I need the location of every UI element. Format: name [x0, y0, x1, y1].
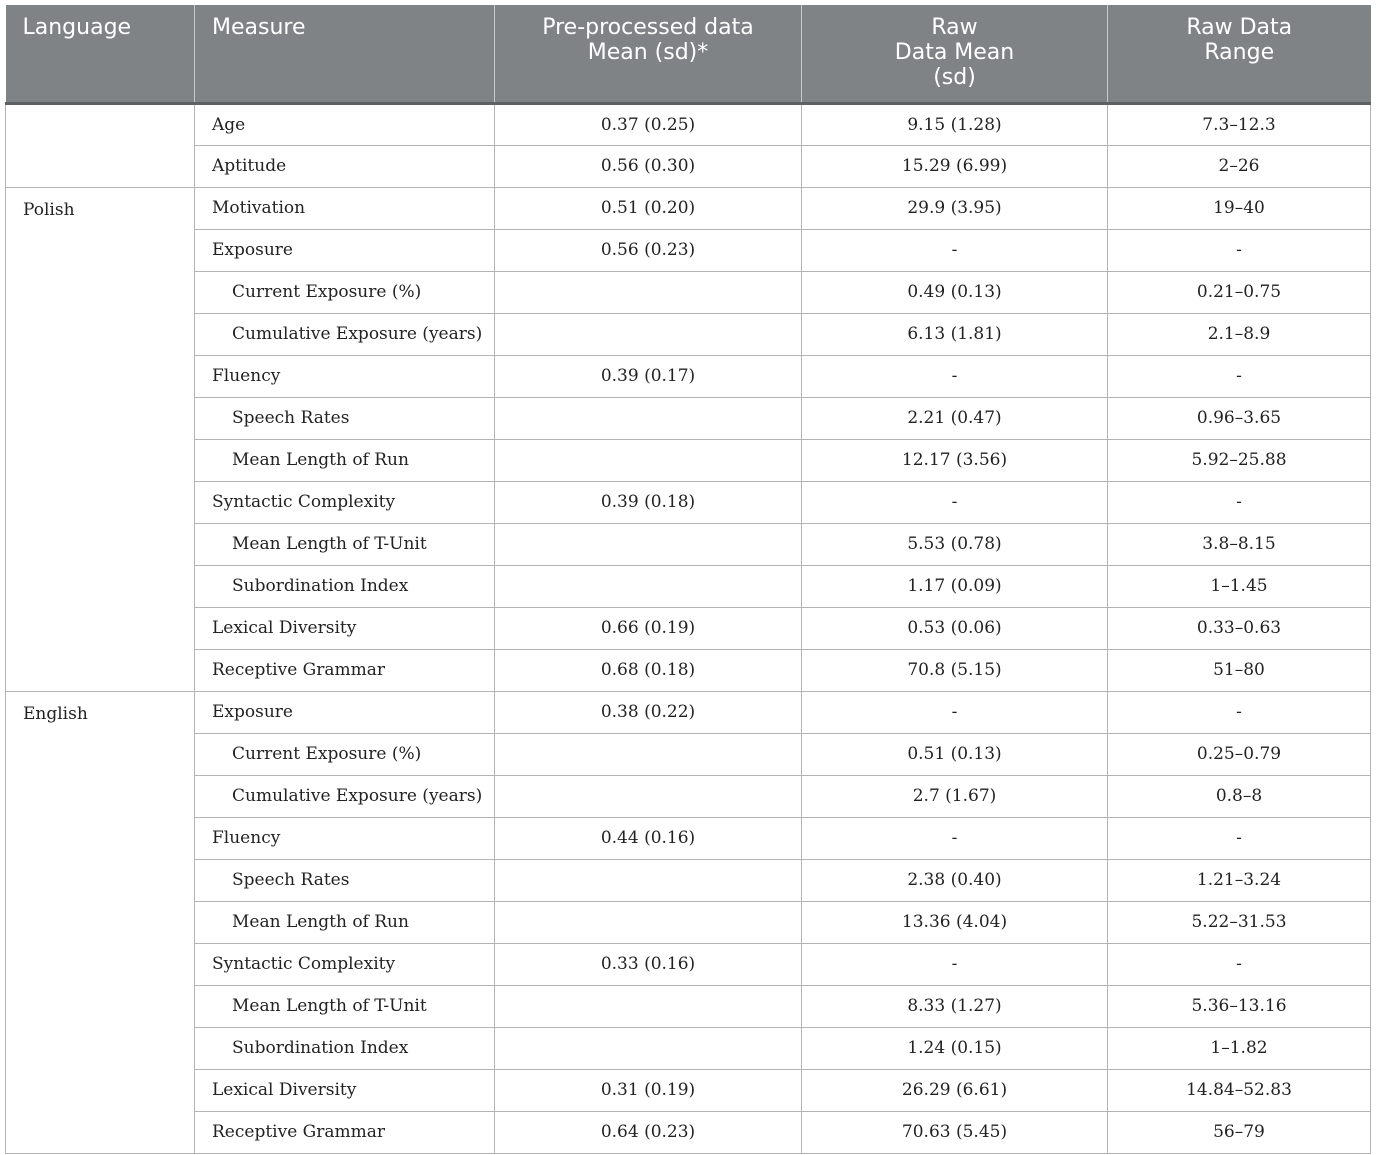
measure-cell: Mean Length of Run [195, 439, 495, 481]
measure-cell: Fluency [195, 817, 495, 859]
raw-range-cell: 5.36–13.16 [1108, 985, 1371, 1027]
raw-range-cell: - [1108, 943, 1371, 985]
header-measure: Measure [195, 5, 495, 103]
preprocessed-mean-cell: 0.39 (0.18) [495, 481, 802, 523]
raw-range-cell: 1–1.82 [1108, 1027, 1371, 1069]
preprocessed-mean-cell: 0.64 (0.23) [495, 1111, 802, 1153]
preprocessed-mean-cell [495, 1027, 802, 1069]
raw-range-cell: 5.92–25.88 [1108, 439, 1371, 481]
raw-mean-cell: 70.63 (5.45) [802, 1111, 1108, 1153]
table-row [6, 733, 1371, 775]
table-row [6, 313, 1371, 355]
language-cell: Polish [6, 187, 195, 691]
measure-cell: Exposure [195, 229, 495, 271]
table-row [6, 271, 1371, 313]
preprocessed-mean-cell: 0.68 (0.18) [495, 649, 802, 691]
raw-range-cell: - [1108, 229, 1371, 271]
table-row [6, 565, 1371, 607]
raw-mean-cell: - [802, 355, 1108, 397]
measure-cell: Syntactic Complexity [195, 943, 495, 985]
preprocessed-mean-cell [495, 775, 802, 817]
preprocessed-mean-cell: 0.66 (0.19) [495, 607, 802, 649]
table-row [6, 187, 1371, 229]
language-cell [6, 103, 195, 187]
raw-range-cell: 14.84–52.83 [1108, 1069, 1371, 1111]
table-row [6, 649, 1371, 691]
table-row [6, 145, 1371, 187]
preprocessed-mean-cell [495, 397, 802, 439]
measure-cell: Exposure [195, 691, 495, 733]
preprocessed-mean-cell [495, 271, 802, 313]
raw-range-cell: 19–40 [1108, 187, 1371, 229]
data-table [5, 5, 1371, 1154]
raw-mean-cell: 70.8 (5.15) [802, 649, 1108, 691]
measure-cell: Mean Length of Run [195, 901, 495, 943]
raw-range-cell: - [1108, 355, 1371, 397]
measure-cell: Cumulative Exposure (years) [195, 775, 495, 817]
measure-cell: Cumulative Exposure (years) [195, 313, 495, 355]
measure-cell: Current Exposure (%) [195, 271, 495, 313]
measure-cell: Mean Length of T-Unit [195, 523, 495, 565]
preprocessed-mean-cell: 0.33 (0.16) [495, 943, 802, 985]
table-row [6, 775, 1371, 817]
raw-range-cell: - [1108, 481, 1371, 523]
preprocessed-mean-cell [495, 439, 802, 481]
raw-mean-cell: 9.15 (1.28) [802, 103, 1108, 145]
raw-mean-cell: 0.53 (0.06) [802, 607, 1108, 649]
raw-mean-cell: 8.33 (1.27) [802, 985, 1108, 1027]
table-row [6, 1111, 1371, 1153]
measure-cell: Lexical Diversity [195, 607, 495, 649]
raw-mean-cell: 2.38 (0.40) [802, 859, 1108, 901]
table-row [6, 607, 1371, 649]
raw-mean-cell: - [802, 817, 1108, 859]
preprocessed-mean-cell: 0.56 (0.30) [495, 145, 802, 187]
table-row [6, 229, 1371, 271]
measure-cell: Fluency [195, 355, 495, 397]
header-language: Language [6, 5, 195, 103]
raw-mean-cell: 2.7 (1.67) [802, 775, 1108, 817]
raw-range-cell: 56–79 [1108, 1111, 1371, 1153]
raw-range-cell: 51–80 [1108, 649, 1371, 691]
measure-cell: Motivation [195, 187, 495, 229]
preprocessed-mean-cell: 0.39 (0.17) [495, 355, 802, 397]
raw-mean-cell: 13.36 (4.04) [802, 901, 1108, 943]
measure-cell: Subordination Index [195, 565, 495, 607]
raw-range-cell: - [1108, 817, 1371, 859]
measure-cell: Receptive Grammar [195, 649, 495, 691]
header-raw-range: Raw Data Range [1108, 5, 1371, 103]
header-preprocessed-mean: Pre-processed data Mean (sd)* [495, 5, 802, 103]
table-row [6, 1069, 1371, 1111]
raw-mean-cell: 26.29 (6.61) [802, 1069, 1108, 1111]
raw-mean-cell: 5.53 (0.78) [802, 523, 1108, 565]
table-row [6, 817, 1371, 859]
table-row [6, 943, 1371, 985]
raw-range-cell: 3.8–8.15 [1108, 523, 1371, 565]
preprocessed-mean-cell: 0.56 (0.23) [495, 229, 802, 271]
measure-cell: Subordination Index [195, 1027, 495, 1069]
measure-cell: Age [195, 103, 495, 145]
preprocessed-mean-cell: 0.38 (0.22) [495, 691, 802, 733]
raw-range-cell: - [1108, 691, 1371, 733]
table-row [6, 439, 1371, 481]
table-row [6, 355, 1371, 397]
header-raw-mean: Raw Data Mean (sd) [802, 5, 1108, 103]
raw-range-cell: 2.1–8.9 [1108, 313, 1371, 355]
preprocessed-mean-cell [495, 985, 802, 1027]
preprocessed-mean-cell [495, 733, 802, 775]
table-row [6, 901, 1371, 943]
raw-mean-cell: - [802, 691, 1108, 733]
language-cell: English [6, 691, 195, 1153]
table-body [6, 103, 1371, 1153]
raw-mean-cell: - [802, 229, 1108, 271]
raw-range-cell: 0.96–3.65 [1108, 397, 1371, 439]
table-row [6, 103, 1371, 145]
table-row [6, 481, 1371, 523]
raw-range-cell: 0.21–0.75 [1108, 271, 1371, 313]
table-row [6, 523, 1371, 565]
raw-mean-cell: 29.9 (3.95) [802, 187, 1108, 229]
measure-cell: Current Exposure (%) [195, 733, 495, 775]
raw-mean-cell: 1.17 (0.09) [802, 565, 1108, 607]
raw-mean-cell: 1.24 (0.15) [802, 1027, 1108, 1069]
preprocessed-mean-cell: 0.31 (0.19) [495, 1069, 802, 1111]
raw-mean-cell: - [802, 943, 1108, 985]
raw-mean-cell: 6.13 (1.81) [802, 313, 1108, 355]
table-row [6, 691, 1371, 733]
preprocessed-mean-cell [495, 901, 802, 943]
raw-mean-cell: 2.21 (0.47) [802, 397, 1108, 439]
measure-cell: Syntactic Complexity [195, 481, 495, 523]
raw-mean-cell: 12.17 (3.56) [802, 439, 1108, 481]
measure-cell: Receptive Grammar [195, 1111, 495, 1153]
raw-range-cell: 5.22–31.53 [1108, 901, 1371, 943]
table-row [6, 859, 1371, 901]
table-header [6, 5, 1371, 103]
raw-mean-cell: 0.49 (0.13) [802, 271, 1108, 313]
raw-range-cell: 0.25–0.79 [1108, 733, 1371, 775]
preprocessed-mean-cell [495, 859, 802, 901]
raw-mean-cell: 15.29 (6.99) [802, 145, 1108, 187]
preprocessed-mean-cell: 0.37 (0.25) [495, 103, 802, 145]
table-row [6, 985, 1371, 1027]
header-row [6, 5, 1371, 103]
table-row [6, 397, 1371, 439]
preprocessed-mean-cell [495, 565, 802, 607]
raw-range-cell: 0.33–0.63 [1108, 607, 1371, 649]
preprocessed-mean-cell [495, 313, 802, 355]
measure-cell: Speech Rates [195, 859, 495, 901]
preprocessed-mean-cell: 0.44 (0.16) [495, 817, 802, 859]
preprocessed-mean-cell [495, 523, 802, 565]
measure-cell: Mean Length of T-Unit [195, 985, 495, 1027]
raw-range-cell: 1–1.45 [1108, 565, 1371, 607]
raw-range-cell: 0.8–8 [1108, 775, 1371, 817]
raw-mean-cell: 0.51 (0.13) [802, 733, 1108, 775]
raw-range-cell: 7.3–12.3 [1108, 103, 1371, 145]
raw-mean-cell: - [802, 481, 1108, 523]
measure-cell: Lexical Diversity [195, 1069, 495, 1111]
table-row [6, 1027, 1371, 1069]
measure-cell: Aptitude [195, 145, 495, 187]
raw-range-cell: 2–26 [1108, 145, 1371, 187]
measure-cell: Speech Rates [195, 397, 495, 439]
raw-range-cell: 1.21–3.24 [1108, 859, 1371, 901]
preprocessed-mean-cell: 0.51 (0.20) [495, 187, 802, 229]
